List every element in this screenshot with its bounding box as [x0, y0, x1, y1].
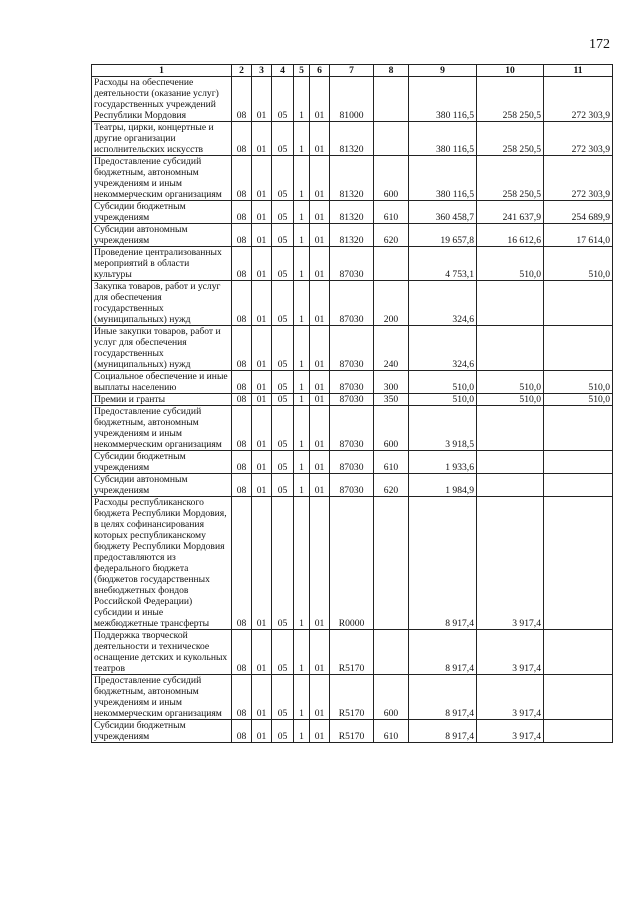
cell-amount-year1: 19 657,8: [409, 224, 477, 247]
cell-program: 05: [272, 224, 294, 247]
cell-item-name: Расходы республиканского бюджета Республики Мордовия, в целях софинансирования которых республиканскому бюджету Республики Мордовия предоставляются из федерального бюджета (бюджетов государственных внебюджетных фондов Российской Федерации) субсидии и иные межбюджетные трансферты: [92, 497, 232, 630]
cell-amount-year3: [544, 630, 613, 675]
cell-amount-year3: [544, 406, 613, 451]
cell-program: 05: [272, 630, 294, 675]
column-header: 6: [310, 65, 330, 77]
cell-expense-type: [374, 77, 409, 122]
cell-expense-type: [374, 630, 409, 675]
cell-item-name: Субсидии автономным учреждениям: [92, 474, 232, 497]
cell-target-code: 87030: [330, 451, 374, 474]
cell-subsection: 01: [252, 122, 272, 156]
cell-amount-year1: 324,6: [409, 326, 477, 371]
cell-item-name: Предоставление субсидий бюджетным, автономным учреждениям и иным некоммерческим организациям: [92, 675, 232, 720]
cell-subprogram: 01: [310, 406, 330, 451]
table-row: [92, 326, 613, 371]
cell-program: 05: [272, 247, 294, 281]
cell-amount-year1: 324,6: [409, 281, 477, 326]
table-row: [92, 394, 613, 406]
cell-amount-year2: 3 917,4: [477, 675, 544, 720]
table-row: [92, 156, 613, 201]
cell-subprogram: 01: [310, 720, 330, 743]
cell-target-code: 87030: [330, 371, 374, 394]
cell-expense-type: 350: [374, 394, 409, 406]
cell-section: 08: [232, 281, 252, 326]
cell-amount-year2: 258 250,5: [477, 122, 544, 156]
cell-amount-year2: 3 917,4: [477, 630, 544, 675]
table-row: [92, 406, 613, 451]
cell-subprogram: 01: [310, 394, 330, 406]
cell-subsection: 01: [252, 281, 272, 326]
cell-amount-year2: 258 250,5: [477, 156, 544, 201]
cell-subprogram: 01: [310, 675, 330, 720]
cell-program: 05: [272, 156, 294, 201]
cell-item-name: Театры, цирки, концертные и другие организации исполнительских искусств: [92, 122, 232, 156]
column-header: 7: [330, 65, 374, 77]
table-row: [92, 77, 613, 122]
cell-expense-type: 600: [374, 156, 409, 201]
cell-program: 05: [272, 675, 294, 720]
table-row: [92, 497, 613, 630]
cell-amount-year1: 3 918,5: [409, 406, 477, 451]
cell-expense-type: 600: [374, 675, 409, 720]
cell-expense-type: 610: [374, 720, 409, 743]
cell-target-code: 87030: [330, 281, 374, 326]
table-row: [92, 201, 613, 224]
cell-program: 05: [272, 201, 294, 224]
cell-amount-year3: 510,0: [544, 247, 613, 281]
cell-subprogram: 01: [310, 371, 330, 394]
cell-amount-year3: [544, 497, 613, 630]
cell-amount-year3: [544, 451, 613, 474]
cell-program: 05: [272, 122, 294, 156]
cell-amount-year2: 3 917,4: [477, 720, 544, 743]
cell-expense-type: 600: [374, 406, 409, 451]
cell-amount-year1: 4 753,1: [409, 247, 477, 281]
cell-subsection: 01: [252, 394, 272, 406]
cell-subprogram-type: 1: [294, 474, 310, 497]
cell-subprogram-type: 1: [294, 371, 310, 394]
cell-section: 08: [232, 224, 252, 247]
cell-amount-year2: 16 612,6: [477, 224, 544, 247]
cell-subprogram: 01: [310, 630, 330, 675]
cell-target-code: R5170: [330, 720, 374, 743]
cell-expense-type: [374, 122, 409, 156]
cell-item-name: Премии и гранты: [92, 394, 232, 406]
cell-target-code: 87030: [330, 394, 374, 406]
table-body: [92, 77, 613, 743]
cell-section: 08: [232, 474, 252, 497]
cell-item-name: Предоставление субсидий бюджетным, автономным учреждениям и иным некоммерческим организациям: [92, 406, 232, 451]
cell-subprogram: 01: [310, 201, 330, 224]
cell-amount-year3: [544, 675, 613, 720]
cell-amount-year2: [477, 474, 544, 497]
cell-program: 05: [272, 326, 294, 371]
cell-subsection: 01: [252, 326, 272, 371]
cell-subsection: 01: [252, 451, 272, 474]
cell-target-code: 87030: [330, 474, 374, 497]
cell-amount-year3: [544, 326, 613, 371]
cell-amount-year1: 380 116,5: [409, 122, 477, 156]
cell-amount-year2: [477, 281, 544, 326]
cell-amount-year3: 272 303,9: [544, 122, 613, 156]
cell-section: 08: [232, 675, 252, 720]
cell-expense-type: 200: [374, 281, 409, 326]
cell-amount-year1: 360 458,7: [409, 201, 477, 224]
cell-program: 05: [272, 451, 294, 474]
cell-item-name: Субсидии бюджетным учреждениям: [92, 451, 232, 474]
budget-table: [91, 64, 613, 743]
cell-target-code: 81320: [330, 156, 374, 201]
cell-subprogram-type: 1: [294, 720, 310, 743]
cell-amount-year3: 510,0: [544, 371, 613, 394]
cell-expense-type: 240: [374, 326, 409, 371]
cell-target-code: 87030: [330, 326, 374, 371]
cell-subsection: 01: [252, 224, 272, 247]
cell-target-code: 81000: [330, 77, 374, 122]
cell-section: 08: [232, 630, 252, 675]
cell-program: 05: [272, 406, 294, 451]
column-header: 8: [374, 65, 409, 77]
cell-item-name: Предоставление субсидий бюджетным, автономным учреждениям и иным некоммерческим организациям: [92, 156, 232, 201]
cell-amount-year1: 510,0: [409, 371, 477, 394]
cell-amount-year2: 510,0: [477, 247, 544, 281]
cell-amount-year3: 17 614,0: [544, 224, 613, 247]
cell-amount-year3: [544, 281, 613, 326]
cell-target-code: R0000: [330, 497, 374, 630]
cell-target-code: 81320: [330, 224, 374, 247]
cell-subprogram: 01: [310, 326, 330, 371]
cell-amount-year1: 8 917,4: [409, 630, 477, 675]
cell-item-name: Субсидии автономным учреждениям: [92, 224, 232, 247]
cell-section: 08: [232, 406, 252, 451]
table-row: [92, 224, 613, 247]
cell-subsection: 01: [252, 474, 272, 497]
cell-item-name: Расходы на обеспечение деятельности (оказание услуг) государственных учреждений Республики Мордовия: [92, 77, 232, 122]
column-header: 5: [294, 65, 310, 77]
cell-amount-year3: [544, 720, 613, 743]
cell-program: 05: [272, 371, 294, 394]
cell-section: 08: [232, 451, 252, 474]
cell-target-code: R5170: [330, 630, 374, 675]
cell-subprogram: 01: [310, 224, 330, 247]
table-row: [92, 451, 613, 474]
cell-target-code: 87030: [330, 247, 374, 281]
cell-subsection: 01: [252, 77, 272, 122]
table-row: [92, 247, 613, 281]
cell-subsection: 01: [252, 630, 272, 675]
header-row: [92, 65, 613, 77]
cell-amount-year2: 241 637,9: [477, 201, 544, 224]
table-row: [92, 122, 613, 156]
cell-amount-year1: 380 116,5: [409, 77, 477, 122]
cell-subprogram-type: 1: [294, 326, 310, 371]
table-row: [92, 630, 613, 675]
cell-amount-year3: 510,0: [544, 394, 613, 406]
cell-expense-type: 620: [374, 474, 409, 497]
cell-program: 05: [272, 474, 294, 497]
column-header: 2: [232, 65, 252, 77]
page-number: 172: [589, 37, 610, 52]
cell-subsection: 01: [252, 406, 272, 451]
cell-section: 08: [232, 247, 252, 281]
cell-section: 08: [232, 77, 252, 122]
cell-section: 08: [232, 497, 252, 630]
cell-amount-year2: [477, 326, 544, 371]
cell-amount-year1: 8 917,4: [409, 497, 477, 630]
cell-subprogram-type: 1: [294, 451, 310, 474]
cell-subprogram: 01: [310, 451, 330, 474]
cell-subsection: 01: [252, 201, 272, 224]
cell-program: 05: [272, 281, 294, 326]
cell-subsection: 01: [252, 156, 272, 201]
cell-amount-year1: 8 917,4: [409, 675, 477, 720]
cell-expense-type: 620: [374, 224, 409, 247]
cell-program: 05: [272, 394, 294, 406]
cell-amount-year3: [544, 474, 613, 497]
cell-subsection: 01: [252, 497, 272, 630]
cell-item-name: Иные закупки товаров, работ и услуг для обеспечения государственных (муниципальных) нужд: [92, 326, 232, 371]
cell-amount-year2: 510,0: [477, 394, 544, 406]
cell-expense-type: [374, 247, 409, 281]
table-row: [92, 281, 613, 326]
cell-subprogram: 01: [310, 497, 330, 630]
cell-amount-year1: 380 116,5: [409, 156, 477, 201]
column-header: 11: [544, 65, 613, 77]
cell-amount-year2: 258 250,5: [477, 77, 544, 122]
cell-subprogram-type: 1: [294, 497, 310, 630]
cell-section: 08: [232, 201, 252, 224]
cell-subprogram-type: 1: [294, 224, 310, 247]
cell-subsection: 01: [252, 720, 272, 743]
cell-target-code: 81320: [330, 201, 374, 224]
cell-subprogram: 01: [310, 156, 330, 201]
cell-subprogram-type: 1: [294, 201, 310, 224]
cell-item-name: Закупка товаров, работ и услуг для обеспечения государственных (муниципальных) нужд: [92, 281, 232, 326]
cell-section: 08: [232, 720, 252, 743]
cell-amount-year1: 1 933,6: [409, 451, 477, 474]
cell-subprogram: 01: [310, 281, 330, 326]
cell-item-name: Субсидии бюджетным учреждениям: [92, 201, 232, 224]
cell-subsection: 01: [252, 371, 272, 394]
cell-subprogram-type: 1: [294, 156, 310, 201]
cell-section: 08: [232, 326, 252, 371]
cell-subprogram: 01: [310, 77, 330, 122]
cell-amount-year1: 1 984,9: [409, 474, 477, 497]
column-header: 9: [409, 65, 477, 77]
cell-subprogram: 01: [310, 247, 330, 281]
cell-section: 08: [232, 122, 252, 156]
cell-amount-year3: 254 689,9: [544, 201, 613, 224]
cell-expense-type: [374, 497, 409, 630]
cell-subprogram-type: 1: [294, 675, 310, 720]
cell-section: 08: [232, 394, 252, 406]
cell-amount-year3: 272 303,9: [544, 77, 613, 122]
cell-amount-year2: 510,0: [477, 371, 544, 394]
cell-program: 05: [272, 720, 294, 743]
cell-program: 05: [272, 77, 294, 122]
cell-subprogram: 01: [310, 122, 330, 156]
cell-program: 05: [272, 497, 294, 630]
column-header: 10: [477, 65, 544, 77]
cell-amount-year2: [477, 406, 544, 451]
cell-amount-year3: 272 303,9: [544, 156, 613, 201]
cell-target-code: 87030: [330, 406, 374, 451]
cell-amount-year2: 3 917,4: [477, 497, 544, 630]
cell-item-name: Поддержка творческой деятельности и техническое оснащение детских и кукольных театров: [92, 630, 232, 675]
table-row: [92, 371, 613, 394]
cell-subprogram: 01: [310, 474, 330, 497]
cell-amount-year2: [477, 451, 544, 474]
cell-item-name: Социальное обеспечение и иные выплаты населению: [92, 371, 232, 394]
cell-subsection: 01: [252, 675, 272, 720]
cell-subprogram-type: 1: [294, 77, 310, 122]
cell-amount-year1: 510,0: [409, 394, 477, 406]
cell-target-code: R5170: [330, 675, 374, 720]
cell-subprogram-type: 1: [294, 247, 310, 281]
cell-subprogram-type: 1: [294, 406, 310, 451]
cell-target-code: 81320: [330, 122, 374, 156]
cell-subsection: 01: [252, 247, 272, 281]
table-row: [92, 474, 613, 497]
cell-amount-year1: 8 917,4: [409, 720, 477, 743]
cell-subprogram-type: 1: [294, 630, 310, 675]
cell-expense-type: 610: [374, 451, 409, 474]
cell-item-name: Субсидии бюджетным учреждениям: [92, 720, 232, 743]
table-row: [92, 720, 613, 743]
column-header: 1: [92, 65, 232, 77]
cell-section: 08: [232, 156, 252, 201]
column-header: 3: [252, 65, 272, 77]
table-row: [92, 675, 613, 720]
cell-subprogram-type: 1: [294, 281, 310, 326]
cell-subprogram-type: 1: [294, 394, 310, 406]
cell-section: 08: [232, 371, 252, 394]
cell-item-name: Проведение централизованных мероприятий в области культуры: [92, 247, 232, 281]
cell-expense-type: 300: [374, 371, 409, 394]
cell-subprogram-type: 1: [294, 122, 310, 156]
column-header: 4: [272, 65, 294, 77]
cell-expense-type: 610: [374, 201, 409, 224]
